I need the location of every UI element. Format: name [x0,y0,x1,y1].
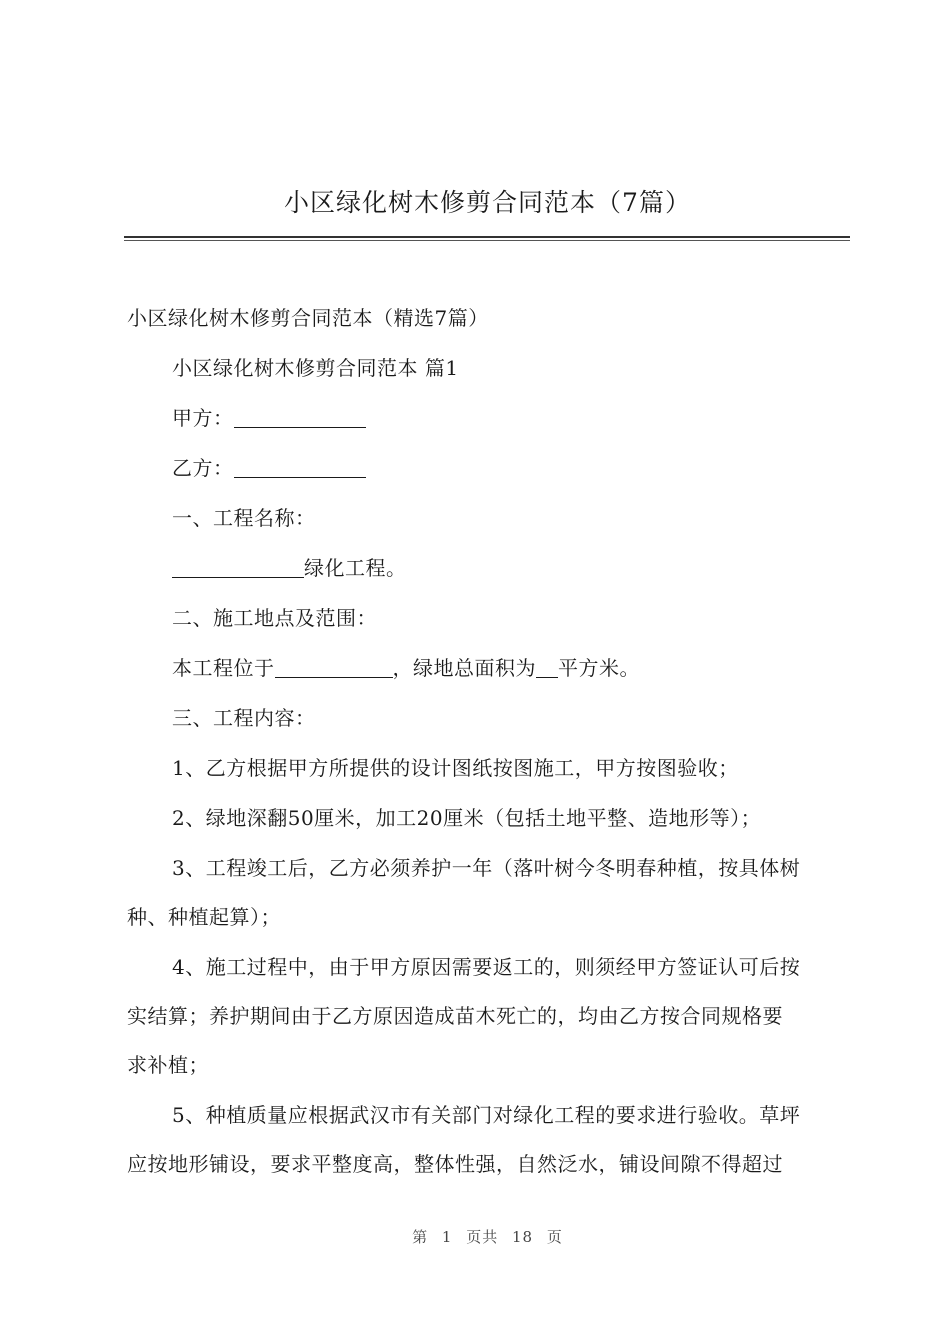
party-a-blank [234,407,366,428]
clause-2: 2、绿地深翻50厘米，加工20厘米（包括土地平整、造地形等）； [172,806,762,830]
clause-4-line-3: 求补植； [127,1053,209,1077]
party-b-label: 乙方： [172,456,234,480]
clause-4-line-2: 实结算；养护期间由于乙方原因造成苗木死亡的，均由乙方按合同规格要 [127,1004,783,1028]
clause-3-line-1: 3、工程竣工后，乙方必须养护一年（落叶树今冬明春种植，按具体树 [172,856,801,880]
document-subtitle: 小区绿化树木修剪合同范本（精选7篇） [127,306,489,330]
item2-middle: ，绿地总面积为 [392,656,536,680]
page-title: 小区绿化树木修剪合同范本（7篇） [284,188,691,217]
clause-4-line-1: 4、施工过程中，由于甲方原因需要返工的，则须经甲方签证认可后按 [172,955,801,979]
location-blank [275,657,393,678]
section-heading: 小区绿化树木修剪合同范本 篇1 [172,356,459,380]
party-a-line [172,404,366,432]
item2-heading: 二、施工地点及范围： [172,606,377,630]
item2-prefix: 本工程位于 [172,656,275,680]
clause-1: 1、乙方根据甲方所提供的设计图纸按图施工，甲方按图验收； [172,756,739,780]
item1-suffix: 绿化工程。 [304,556,407,580]
item2-line [172,654,640,682]
item1-heading: 一、工程名称： [172,506,316,530]
item1-line [172,554,407,582]
item3-heading: 三、工程内容： [172,706,316,730]
party-b-blank [234,457,366,478]
project-name-blank [172,557,304,578]
clause-5-line-2: 应按地形铺设，要求平整度高，整体性强，自然泛水，铺设间隙不得超过 [127,1152,783,1176]
party-a-label: 甲方： [172,406,234,430]
title-rule [124,236,850,241]
party-b-line [172,454,366,482]
clause-3-line-2: 种、种植起算）； [127,905,281,929]
item2-suffix: 平方米。 [558,656,640,680]
area-blank [536,657,558,678]
clause-5-line-1: 5、种植质量应根据武汉市有关部门对绿化工程的要求进行验收。草坪 [172,1103,801,1127]
page-footer: 第 1 页共 18 页 [412,1228,563,1246]
